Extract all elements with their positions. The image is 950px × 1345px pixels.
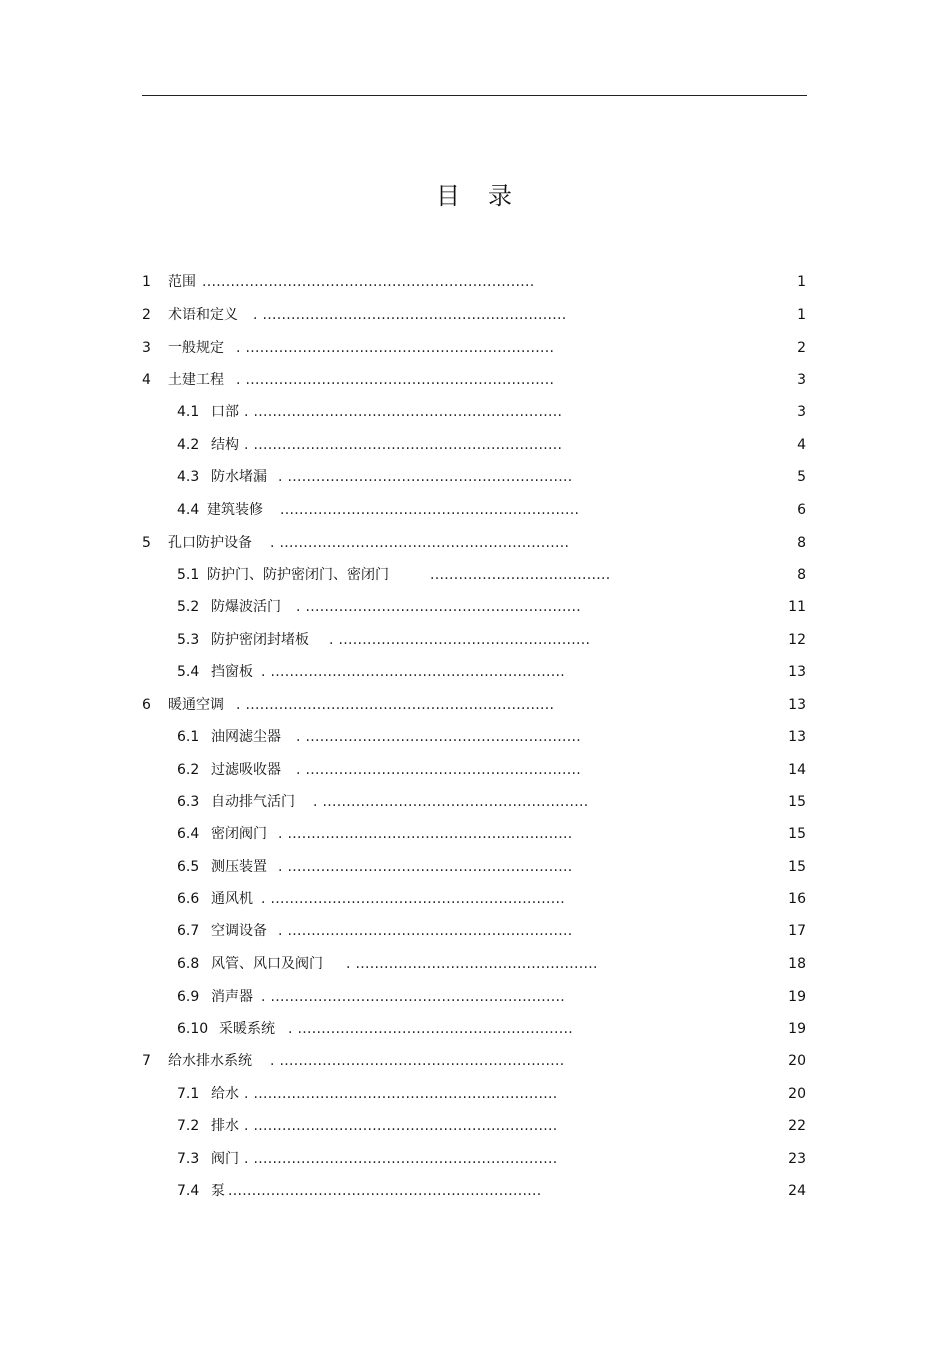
toc-entry[interactable]: [0, 1180, 950, 1202]
toc-leader-dots: . .............................................................: [270, 535, 570, 551]
toc-entry[interactable]: [0, 1083, 950, 1105]
toc-entry-number: 7.1: [177, 1086, 200, 1102]
toc-entry-page-number: 18: [788, 956, 806, 972]
toc-leader-dots: ......................................................................: [202, 274, 535, 290]
toc-entry-number: 4.2: [177, 437, 200, 453]
toc-entry-page-number: 8: [797, 567, 806, 583]
toc-leader-dots: . ............................................................: [278, 923, 573, 939]
toc-entry[interactable]: [0, 564, 950, 586]
toc-leader-dots: . ................................................................: [244, 1086, 558, 1102]
toc-entry-title: 测压装置: [211, 859, 267, 875]
toc-leader-dots: . ........................................................: [313, 794, 589, 810]
toc-entry-number: 6.2: [177, 762, 200, 778]
toc-entry-number: 6.7: [177, 923, 200, 939]
title-char-1: 目: [436, 182, 462, 210]
page-title: [0, 176, 950, 211]
toc-entry[interactable]: [0, 1115, 950, 1137]
toc-leader-dots: . .................................................................: [236, 697, 555, 713]
toc-entry-page-number: 12: [788, 632, 806, 648]
toc-leader-dots: . .................................................................: [244, 404, 563, 420]
toc-entry-number: 7.4: [177, 1183, 200, 1199]
toc-entry-page-number: 15: [788, 859, 806, 875]
toc-entry-title: 给水: [211, 1086, 239, 1102]
toc-entry-title: 暖通空调: [168, 697, 224, 713]
toc-entry[interactable]: [0, 888, 950, 910]
toc-entry-title: 通风机: [211, 891, 253, 907]
toc-entry[interactable]: [0, 791, 950, 813]
toc-entry-page-number: 17: [788, 923, 806, 939]
toc-entry[interactable]: [0, 1148, 950, 1170]
toc-entry-page-number: 22: [788, 1118, 806, 1134]
toc-entry-number: 6.10: [177, 1021, 209, 1037]
toc-entry-number: 7: [142, 1053, 151, 1069]
toc-entry-title: 防护密闭封堵板: [211, 632, 309, 648]
toc-entry-title: 建筑装修: [207, 502, 263, 518]
toc-leader-dots: . ................................................................: [244, 1151, 558, 1167]
toc-entry-title: 密闭阀门: [211, 826, 267, 842]
toc-leader-dots: . .....................................................: [329, 632, 591, 648]
toc-entry[interactable]: [0, 434, 950, 456]
toc-leader-dots: . ................................................................: [244, 1118, 558, 1134]
toc-entry-page-number: 20: [788, 1053, 806, 1069]
toc-entry-number: 4.3: [177, 469, 200, 485]
toc-entry-number: 6.6: [177, 891, 200, 907]
toc-entry-title: 过滤吸收器: [211, 762, 281, 778]
toc-entry-title: 口部: [211, 404, 239, 420]
toc-entry-number: 4.4: [177, 502, 200, 518]
toc-entry[interactable]: [0, 532, 950, 554]
toc-leader-dots: . ............................................................: [278, 826, 573, 842]
toc-entry-page-number: 3: [797, 372, 806, 388]
toc-entry[interactable]: [0, 466, 950, 488]
toc-entry[interactable]: [0, 629, 950, 651]
toc-leader-dots: . ................................................................: [253, 307, 567, 323]
toc-entry-number: 2: [142, 307, 151, 323]
toc-leader-dots: ...............................................................: [280, 502, 580, 518]
toc-entry[interactable]: [0, 920, 950, 942]
toc-entry-page-number: 13: [788, 664, 806, 680]
toc-entry-page-number: 16: [788, 891, 806, 907]
toc-entry-page-number: 1: [797, 274, 806, 290]
toc-entry-page-number: 19: [788, 1021, 806, 1037]
toc-entry-number: 6.3: [177, 794, 200, 810]
toc-entry-title: 防护门、防护密闭门、密闭门: [207, 567, 389, 583]
toc-entry[interactable]: [0, 337, 950, 359]
toc-entry-title: 消声器: [211, 989, 253, 1005]
toc-entry-page-number: 1: [797, 307, 806, 323]
toc-entry[interactable]: [0, 823, 950, 845]
toc-leader-dots: . ..........................................................: [296, 762, 582, 778]
toc-leader-dots: ..................................................................: [228, 1183, 542, 1199]
toc-entry-page-number: 8: [797, 535, 806, 551]
toc-leader-dots: . .................................................................: [244, 437, 563, 453]
toc-entry-title: 土建工程: [168, 372, 224, 388]
toc-entry-title: 阀门: [211, 1151, 239, 1167]
toc-entry-page-number: 13: [788, 697, 806, 713]
toc-entry-title: 范围: [168, 274, 196, 290]
toc-entry-page-number: 5: [797, 469, 806, 485]
toc-entry-page-number: 4: [797, 437, 806, 453]
toc-entry-number: 1: [142, 274, 151, 290]
toc-entry-page-number: 3: [797, 404, 806, 420]
toc-entry[interactable]: [0, 1018, 950, 1040]
toc-entry-number: 5: [142, 535, 151, 551]
toc-entry-number: 4.1: [177, 404, 200, 420]
toc-entry[interactable]: [0, 856, 950, 878]
toc-leader-dots: . .................................................................: [236, 372, 555, 388]
toc-leader-dots: . .................................................................: [236, 340, 555, 356]
toc-entry-page-number: 15: [788, 826, 806, 842]
toc-entry-page-number: 6: [797, 502, 806, 518]
toc-entry-page-number: 14: [788, 762, 806, 778]
toc-entry-number: 5.3: [177, 632, 200, 648]
toc-leader-dots: . ..........................................................: [288, 1021, 574, 1037]
toc-entry[interactable]: [0, 694, 950, 716]
toc-entry-page-number: 2: [797, 340, 806, 356]
toc-entry-title: 防爆波活门: [211, 599, 281, 615]
toc-leader-dots: . ..........................................................: [296, 729, 582, 745]
toc-entry-title: 术语和定义: [168, 307, 238, 323]
toc-leader-dots: . ............................................................: [278, 469, 573, 485]
toc-entry-page-number: 13: [788, 729, 806, 745]
toc-entry[interactable]: [0, 499, 950, 521]
toc-entry[interactable]: [0, 953, 950, 975]
toc-entry-number: 6.1: [177, 729, 200, 745]
toc-leader-dots: . ..............................................................: [261, 989, 566, 1005]
toc-entry-number: 6.8: [177, 956, 200, 972]
toc-entry[interactable]: [0, 661, 950, 683]
toc-entry-title: 空调设备: [211, 923, 267, 939]
toc-entry-number: 4: [142, 372, 151, 388]
toc-entry-page-number: 11: [788, 599, 806, 615]
toc-entry-title: 结构: [211, 437, 239, 453]
toc-entry[interactable]: [0, 759, 950, 781]
toc-entry[interactable]: [0, 401, 950, 423]
toc-leader-dots: . ............................................................: [278, 859, 573, 875]
toc-entry-number: 5.2: [177, 599, 200, 615]
toc-leader-dots: . ...................................................: [346, 956, 598, 972]
toc-entry-number: 6.5: [177, 859, 200, 875]
toc-entry[interactable]: [0, 271, 950, 293]
toc-entry[interactable]: [0, 369, 950, 391]
toc-entry[interactable]: [0, 596, 950, 618]
toc-entry-number: 7.2: [177, 1118, 200, 1134]
toc-entry-page-number: 15: [788, 794, 806, 810]
title-char-2: 录: [488, 182, 514, 210]
toc-entry-title: 自动排气活门: [211, 794, 295, 810]
header-rule: [142, 95, 807, 96]
toc-entry[interactable]: [0, 726, 950, 748]
toc-entry-number: 6.9: [177, 989, 200, 1005]
toc-entry-number: 5.1: [177, 567, 200, 583]
toc-entry[interactable]: [0, 1050, 950, 1072]
toc-entry-number: 7.3: [177, 1151, 200, 1167]
toc-leader-dots: . ..........................................................: [296, 599, 582, 615]
toc-entry-title: 一般规定: [168, 340, 224, 356]
toc-entry-page-number: 23: [788, 1151, 806, 1167]
toc-entry-number: 6: [142, 697, 151, 713]
toc-entry[interactable]: [0, 304, 950, 326]
toc-entry-title: 给水排水系统: [168, 1053, 252, 1069]
toc-entry-title: 采暖系统: [219, 1021, 275, 1037]
toc-entry-number: 5.4: [177, 664, 200, 680]
toc-entry-title: 防水堵漏: [211, 469, 267, 485]
toc-entry-title: 孔口防护设备: [168, 535, 252, 551]
toc-entry-number: 6.4: [177, 826, 200, 842]
toc-entry-page-number: 24: [788, 1183, 806, 1199]
toc-entry-title: 泵: [211, 1183, 225, 1199]
toc-entry-page-number: 20: [788, 1086, 806, 1102]
toc-entry[interactable]: [0, 986, 950, 1008]
toc-entry-title: 油网滤尘器: [211, 729, 281, 745]
toc-entry-title: 挡窗板: [211, 664, 253, 680]
toc-entry-title: 风管、风口及阀门: [211, 956, 323, 972]
toc-leader-dots: . ............................................................: [270, 1053, 565, 1069]
toc-leader-dots: . ..............................................................: [261, 891, 566, 907]
toc-entry-number: 3: [142, 340, 151, 356]
toc-leader-dots: . ..............................................................: [261, 664, 566, 680]
toc-leader-dots: ......................................: [430, 567, 611, 583]
toc-entry-page-number: 19: [788, 989, 806, 1005]
toc-entry-title: 排水: [211, 1118, 239, 1134]
